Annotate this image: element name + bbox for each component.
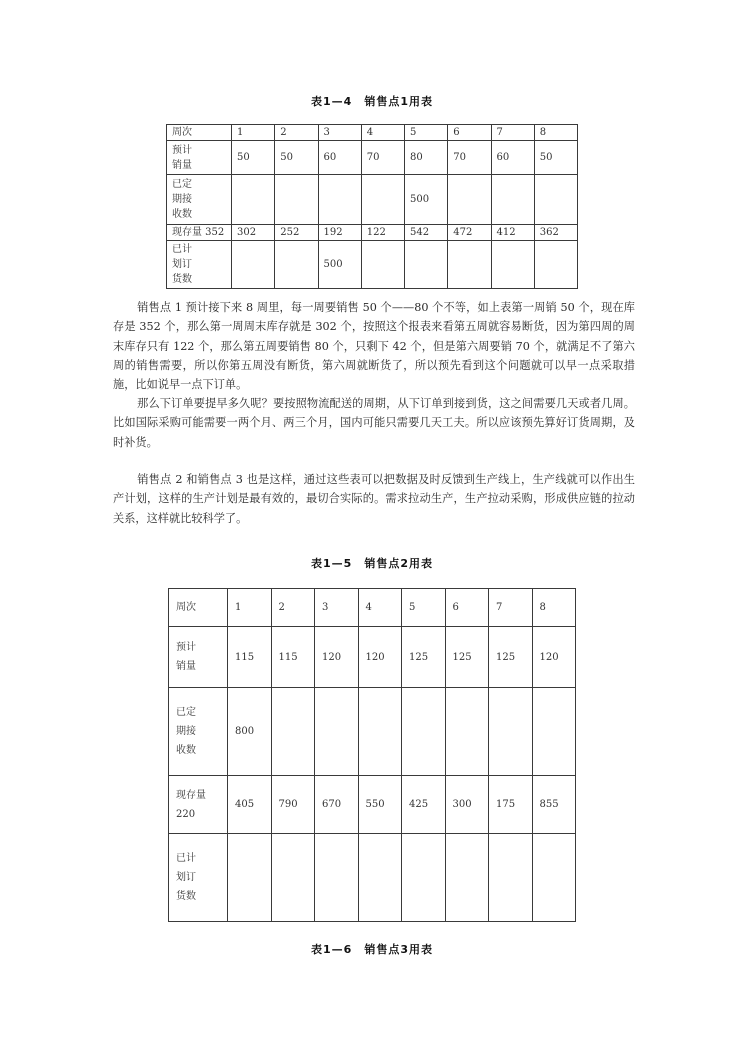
table-cell (489, 834, 533, 922)
table-cell: 125 (445, 627, 489, 688)
table-cell: 122 (361, 225, 404, 241)
table-cell (361, 241, 404, 289)
table-cell (405, 241, 448, 289)
row-label: 预计 销量 (167, 141, 232, 175)
table-cell (232, 175, 275, 225)
table-cell (228, 834, 272, 922)
table-cell (315, 834, 359, 922)
table-cell (271, 688, 315, 776)
week-cell: 4 (358, 589, 402, 627)
row-label: 已定 期接 收数 (169, 688, 228, 776)
table-cell: 80 (405, 141, 448, 175)
row-label: 周次 (169, 589, 228, 627)
table-cell: 120 (358, 627, 402, 688)
table-cell (489, 688, 533, 776)
paragraph-text: 那么下订单要提早多久呢？要按照物流配送的周期，从下订单到接到货，这之间需要几天或者几周。比如国际采购可能需要一两个月、两三个月，国内可能只需要几天工夫。所以应该预先算好订货周期，及时补货。 (113, 397, 635, 449)
week-cell: 1 (232, 125, 275, 141)
week-cell: 8 (532, 589, 576, 627)
table1-sales-point-1 (166, 124, 578, 289)
table-cell: 472 (448, 225, 491, 241)
table-cell: 125 (402, 627, 446, 688)
table-cell: 50 (275, 141, 318, 175)
table-cell: 302 (232, 225, 275, 241)
table-cell: 175 (489, 776, 533, 834)
table-row (167, 241, 578, 289)
week-cell: 2 (271, 589, 315, 627)
table-cell: 542 (405, 225, 448, 241)
week-cell: 7 (491, 125, 534, 141)
paragraph-3 (113, 470, 635, 528)
table-cell (275, 241, 318, 289)
table-cell: 70 (361, 141, 404, 175)
table1-caption: 表1—4 销售点1用表 (311, 95, 433, 108)
table-cell (361, 175, 404, 225)
table-cell (445, 688, 489, 776)
table-cell (358, 688, 402, 776)
table-cell: 405 (228, 776, 272, 834)
table-cell: 500 (405, 175, 448, 225)
table-row (167, 141, 578, 175)
table-cell (445, 834, 489, 922)
week-cell: 6 (448, 125, 491, 141)
table-row (169, 776, 576, 834)
table-cell: 670 (315, 776, 359, 834)
row-label: 已定 期接 收数 (167, 175, 232, 225)
table-cell (448, 241, 491, 289)
week-cell: 3 (318, 125, 361, 141)
table-cell (402, 834, 446, 922)
table-row-header (167, 125, 578, 141)
row-label: 已计 划订 货数 (169, 834, 228, 922)
table-cell: 425 (402, 776, 446, 834)
table-cell (315, 688, 359, 776)
table-row (167, 175, 578, 225)
week-cell: 6 (445, 589, 489, 627)
table-cell: 790 (271, 776, 315, 834)
table-cell (448, 175, 491, 225)
table-cell (271, 834, 315, 922)
table-cell (491, 175, 534, 225)
table-cell: 550 (358, 776, 402, 834)
table-row (169, 627, 576, 688)
week-cell: 4 (361, 125, 404, 141)
table-cell: 500 (318, 241, 361, 289)
table-cell: 125 (489, 627, 533, 688)
table-cell (232, 241, 275, 289)
table-row (169, 688, 576, 776)
paragraph-text: 销售点 1 预计接下来 8 周里，每一周要销售 50 个——80 个不等，如上表第一周销 50 个，现在库存是 352 个，那么第一周周末库存就是 302 个，按照这个报表来看第五周就容易断货，因为第四周的周末库存只有 122 个，那么第五周要销售 80 个，只剩下 42 个，但是第六周要销 70 个，就满足不了第六周的销售需要，所以你第五周没有断货，第六周就断货了，所以预先看到这个问题就可以早一点采取措施，比如说早一点下订单。 (113, 301, 635, 392)
table-cell: 60 (318, 141, 361, 175)
week-cell: 7 (489, 589, 533, 627)
table-cell (318, 175, 361, 225)
table-cell (532, 834, 576, 922)
row-label: 现存量 352 (167, 225, 232, 241)
table-cell (534, 241, 577, 289)
table-cell: 120 (315, 627, 359, 688)
table-cell: 60 (491, 141, 534, 175)
table-cell (534, 175, 577, 225)
week-cell: 5 (402, 589, 446, 627)
table-cell (275, 175, 318, 225)
table-cell: 115 (271, 627, 315, 688)
table3-caption: 表1—6 销售点3用表 (311, 943, 433, 956)
table-row (167, 225, 578, 241)
table-row-header (169, 589, 576, 627)
table-cell: 252 (275, 225, 318, 241)
week-cell: 1 (228, 589, 272, 627)
week-cell: 8 (534, 125, 577, 141)
table-cell: 120 (532, 627, 576, 688)
table-cell: 50 (232, 141, 275, 175)
table-cell: 70 (448, 141, 491, 175)
table2-sales-point-2 (168, 588, 576, 922)
paragraph-1 (113, 298, 635, 394)
row-label: 周次 (167, 125, 232, 141)
paragraph-text: 销售点 2 和销售点 3 也是这样，通过这些表可以把数据及时反馈到生产线上，生产线就可以作出生产计划，这样的生产计划是最有效的，最切合实际的。需求拉动生产，生产拉动采购，形成供应链的拉动关系，这样就比较科学了。 (113, 473, 635, 525)
table-cell: 800 (228, 688, 272, 776)
table-cell (402, 688, 446, 776)
table-cell (358, 834, 402, 922)
table-cell: 115 (228, 627, 272, 688)
week-cell: 5 (405, 125, 448, 141)
row-label: 已计 划订 货数 (167, 241, 232, 289)
table-cell (491, 241, 534, 289)
row-label: 预计 销量 (169, 627, 228, 688)
table-cell: 192 (318, 225, 361, 241)
table-cell: 362 (534, 225, 577, 241)
table-cell: 412 (491, 225, 534, 241)
table-cell: 855 (532, 776, 576, 834)
week-cell: 3 (315, 589, 359, 627)
paragraph-2 (113, 394, 635, 452)
table2-caption: 表1—5 销售点2用表 (311, 557, 433, 570)
table-cell: 300 (445, 776, 489, 834)
table-cell: 50 (534, 141, 577, 175)
table-row (169, 834, 576, 922)
week-cell: 2 (275, 125, 318, 141)
row-label: 现存量 220 (169, 776, 228, 834)
table-cell (532, 688, 576, 776)
